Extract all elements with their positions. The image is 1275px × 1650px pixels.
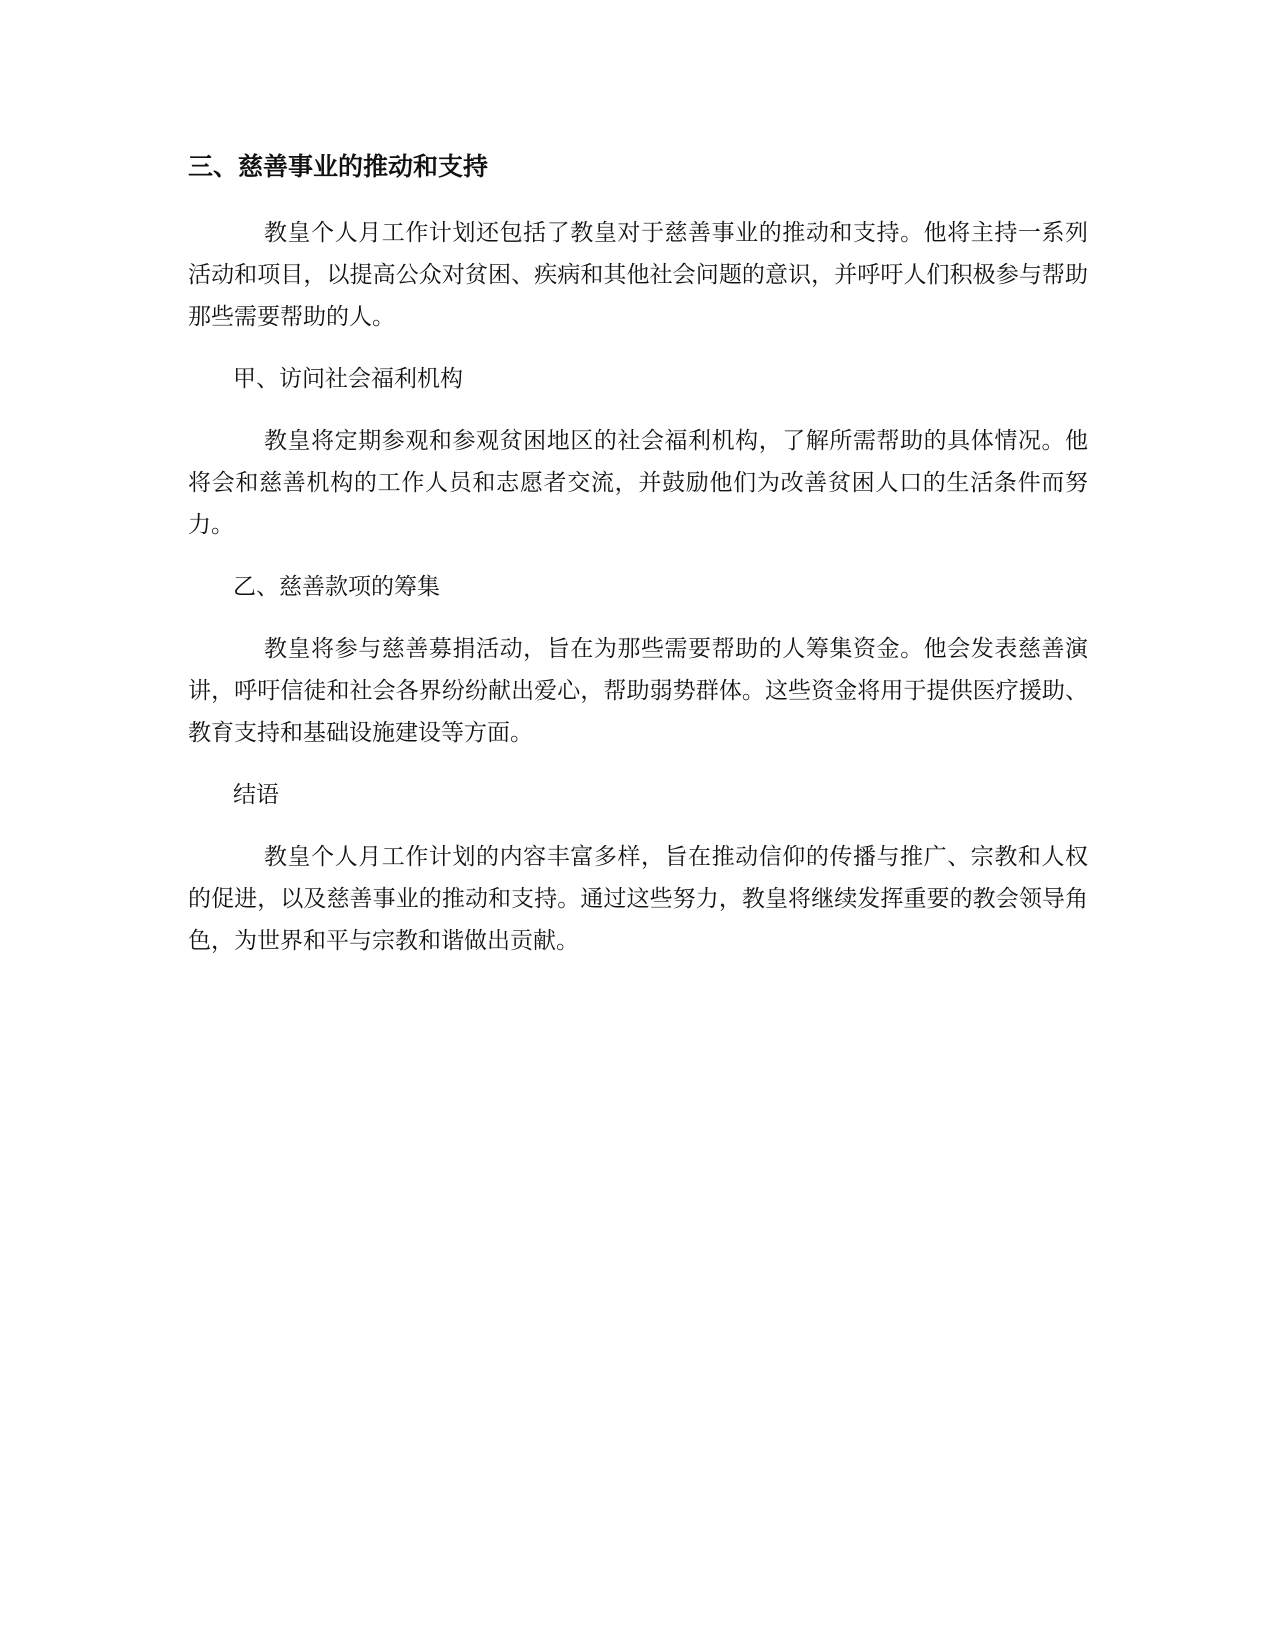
subsection-title-visit-welfare: 甲、访问社会福利机构 [233, 366, 463, 392]
subsection-title-conclusion: 结语 [233, 782, 279, 808]
document-content [188, 150, 1088, 962]
section-heading: 三、慈善事业的推动和支持 [188, 152, 489, 181]
subsection-body-conclusion: 教皇个人月工作计划的内容丰富多样，旨在推动信仰的传播与推广、宗教和人权的促进，以及慈善事业的推动和支持。通过这些努力，教皇将继续发挥重要的教会领导角色，为世界和平与宗教和谐做出贡献。 [188, 844, 1088, 954]
subsection-body-fundraising: 教皇将参与慈善募捐活动，旨在为那些需要帮助的人筹集资金。他会发表慈善演讲，呼吁信徒和社会各界纷纷献出爱心，帮助弱势群体。这些资金将用于提供医疗援助、教育支持和基础设施建设等方面。 [188, 636, 1088, 746]
subsection-body-visit-welfare: 教皇将定期参观和参观贫困地区的社会福利机构，了解所需帮助的具体情况。他将会和慈善机构的工作人员和志愿者交流，并鼓励他们为改善贫困人口的生活条件而努力。 [188, 428, 1088, 538]
subsection-title-fundraising: 乙、慈善款项的筹集 [233, 574, 440, 600]
intro-paragraph: 教皇个人月工作计划还包括了教皇对于慈善事业的推动和支持。他将主持一系列活动和项目，以提高公众对贫困、疾病和其他社会问题的意识，并呼吁人们积极参与帮助那些需要帮助的人。 [188, 220, 1088, 330]
